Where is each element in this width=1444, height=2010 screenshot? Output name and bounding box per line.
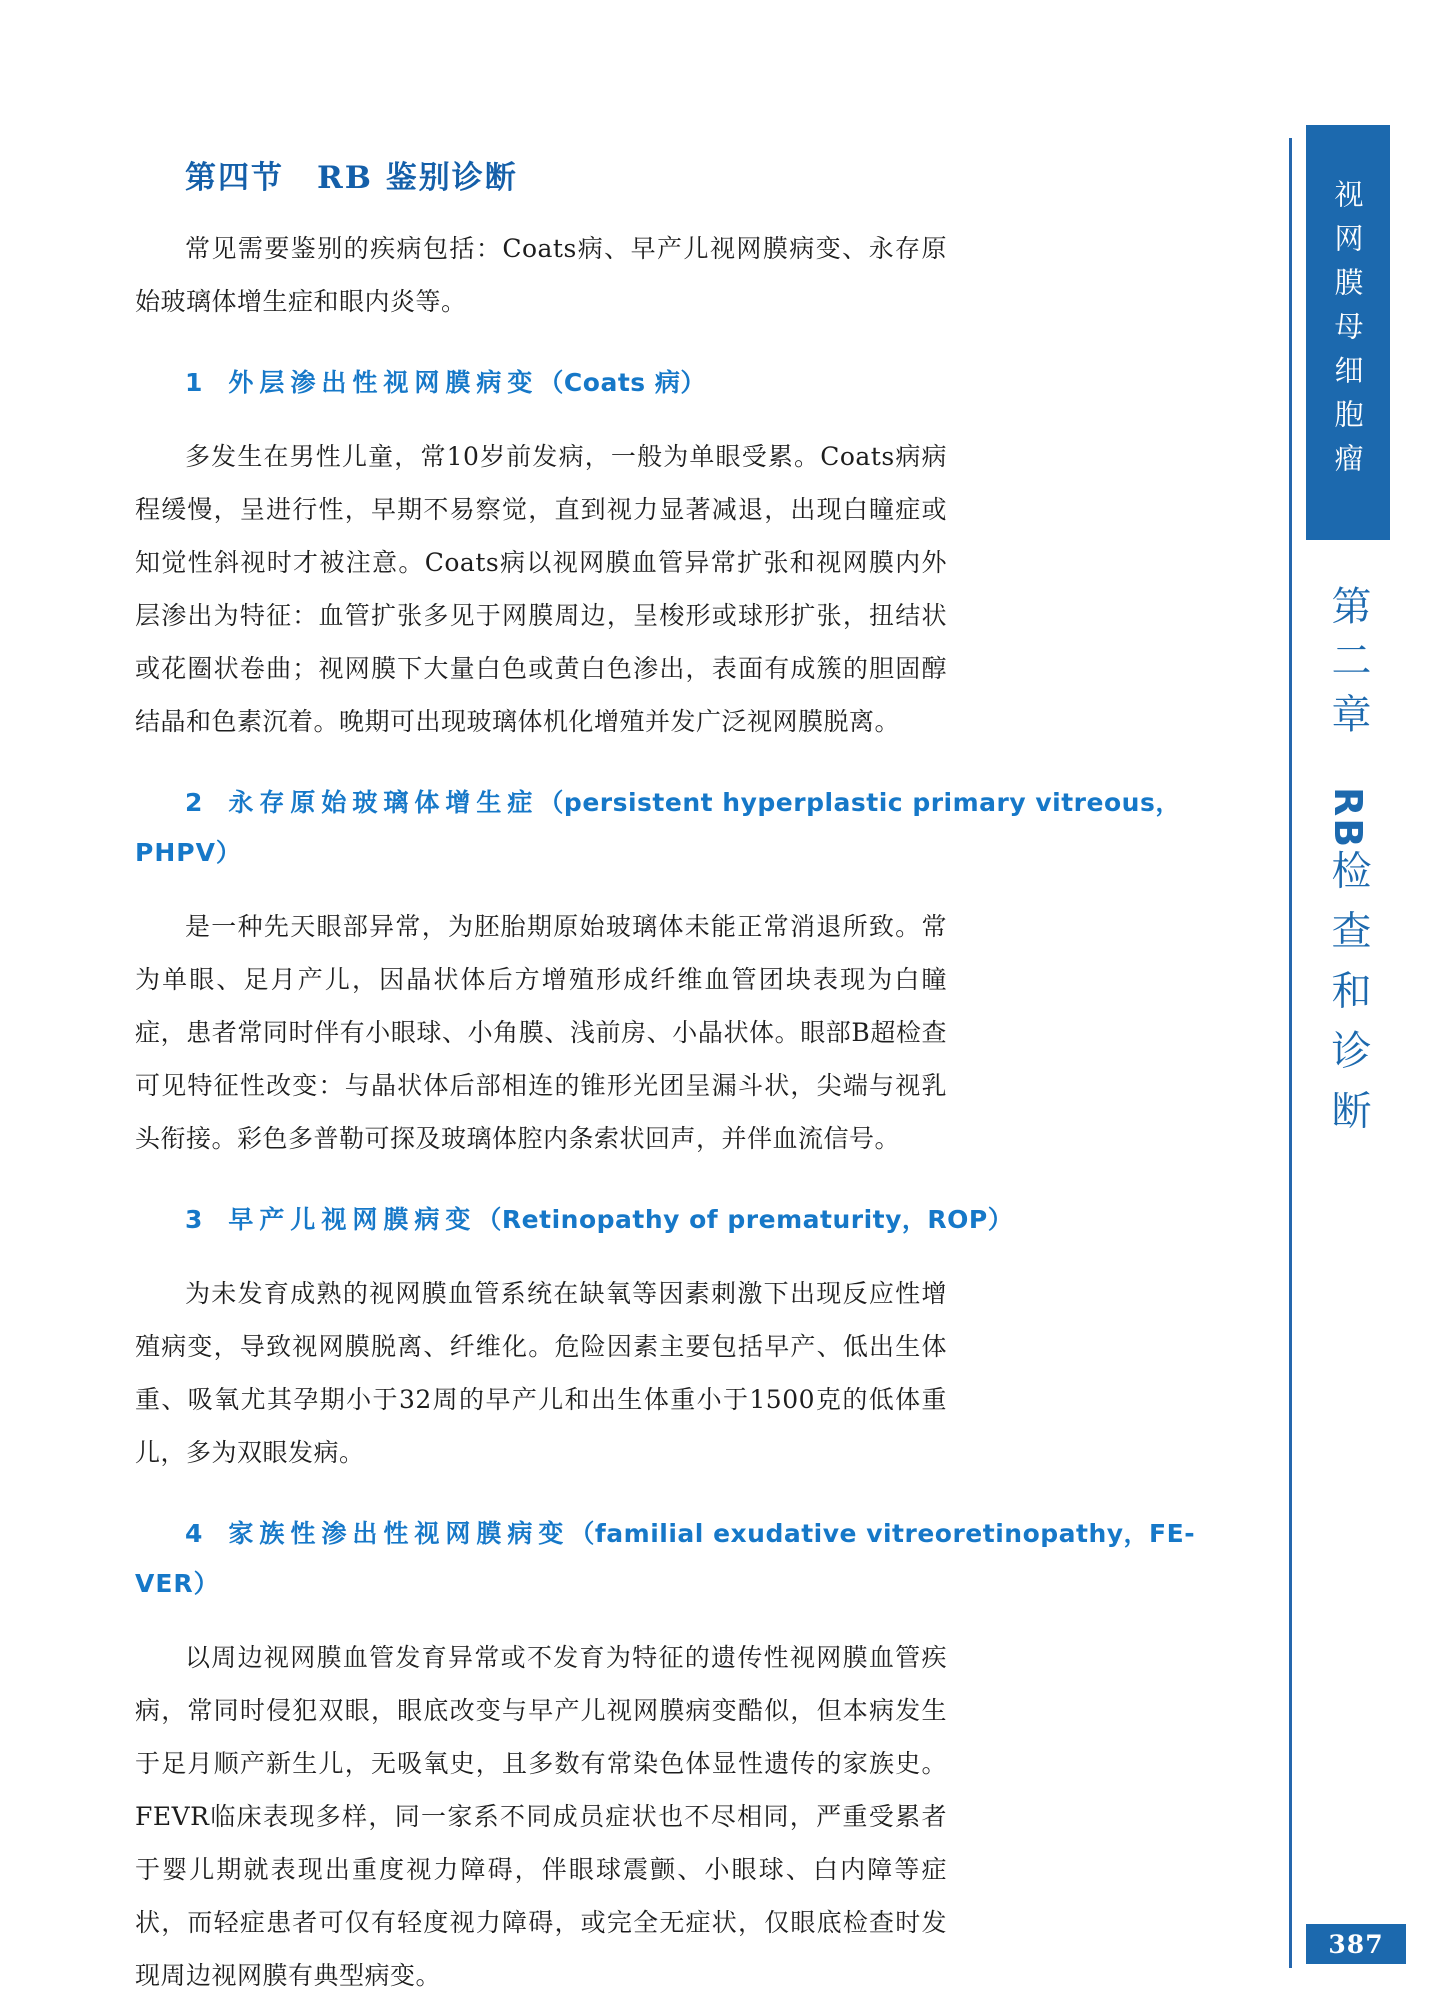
section-3-number: 3 (185, 1205, 203, 1234)
page-number: 387 (1328, 1929, 1384, 1959)
section-2-heading-line2: PHPV） (135, 838, 242, 867)
section-1-heading-line1 (135, 358, 1260, 408)
section-2-title-en: （persistent hyperplastic primary vitreous， (538, 788, 1181, 817)
page-number-badge (1306, 1924, 1406, 1964)
section-2-body: 是一种先天眼部异常，为胚胎期原始玻璃体未能正常消退所致。常为单眼、足月产儿，因晶状体后方增殖形成纤维血管团块表现为白瞳症，患者常同时伴有小眼球、小角膜、浅前房、小晶状体。眼部B超检查可见特征性改变：与晶状体后部相连的锥形光团呈漏斗状，尖端与视乳头衔接。彩色多普勒可探及玻璃体腔内条索状回声，并伴血流信号。 (135, 912, 947, 1153)
section-3-title-en: （Retinopathy of prematurity，ROP） (476, 1205, 1014, 1234)
section-2-title-cn: 永存原始玻璃体增生症 (228, 788, 539, 817)
chapter-title-rb: RB (1326, 787, 1370, 850)
chapter-label: 第二章 (1325, 585, 1371, 747)
book-title-vertical-text: 视网膜母细胞瘤 (1330, 178, 1365, 487)
section-2-heading-line1 (135, 778, 1260, 828)
intro-paragraph: 常见需要鉴别的疾病包括：Coats病、早产儿视网膜病变、永存原始玻璃体增生症和眼内炎等。 (135, 234, 947, 316)
section-2-heading (135, 778, 1260, 878)
chapter-column (1316, 585, 1380, 1785)
section-3-title-cn: 早产儿视网膜病变 (228, 1205, 477, 1234)
section-1-number: 1 (185, 368, 203, 397)
sidebar-vertical-rule (1289, 138, 1292, 1968)
section-3-heading-line1 (135, 1195, 1260, 1245)
main-text-column (135, 140, 1260, 2002)
section-4-heading-line1 (135, 1509, 1260, 1559)
section-4-heading-line2: VER） (135, 1569, 220, 1598)
section-3-body: 为未发育成熟的视网膜血管系统在缺氧等因素刺激下出现反应性增殖病变，导致视网膜脱离、纤维化。危险因素主要包括早产、低出生体重、吸氧尤其孕期小于32周的早产儿和出生体重小于1500克的低体重儿，多为双眼发病。 (135, 1279, 947, 1467)
section-4-title-en: （familial exudative vitreoretinopathy，FE- (569, 1519, 1196, 1548)
section-4-body: 以周边视网膜血管发育异常或不发育为特征的遗传性视网膜血管疾病，常同时侵犯双眼，眼底改变与早产儿视网膜病变酷似，但本病发生于足月顺产新生儿，无吸氧史，且多数有常染色体显性遗传的家族史。FEVR临床表现多样，同一家系不同成员症状也不尽相同，严重受累者于婴儿期就表现出重度视力障碍，伴眼球震颤、小眼球、白内障等症状，而轻症患者可仅有轻度视力障碍，或完全无症状，仅眼底检查时发现周边视网膜有典型病变。 (135, 1643, 947, 1990)
section-1-heading (135, 358, 1260, 408)
chapter-title-text: 检查和诊断 (1325, 849, 1371, 1150)
section-4-number: 4 (185, 1519, 203, 1548)
section-1-title-en: （Coats 病） (538, 368, 706, 397)
section-3-heading (135, 1195, 1260, 1245)
section-1-body: 多发生在男性儿童，常10岁前发病，一般为单眼受累。Coats病病程缓慢，呈进行性，早期不易察觉，直到视力显著减退，出现白瞳症或知觉性斜视时才被注意。Coats病以视网膜血管异常扩张和视网膜内外层渗出为特征：血管扩张多见于网膜周边，呈梭形或球形扩张，扭结状或花圈状卷曲；视网膜下大量白色或黄白色渗出，表面有成簇的胆固醇结晶和色素沉着。晚期可出现玻璃体机化增殖并发广泛视网膜脱离。 (135, 442, 947, 736)
section-2-number: 2 (185, 788, 203, 817)
section-1-title-cn: 外层渗出性视网膜病变 (228, 368, 539, 397)
page-title: 第四节 RB 鉴别诊断 (185, 160, 518, 196)
book-title-tab (1306, 125, 1390, 540)
section-4-heading (135, 1509, 1260, 1609)
section-4-title-cn: 家族性渗出性视网膜病变 (228, 1519, 570, 1548)
